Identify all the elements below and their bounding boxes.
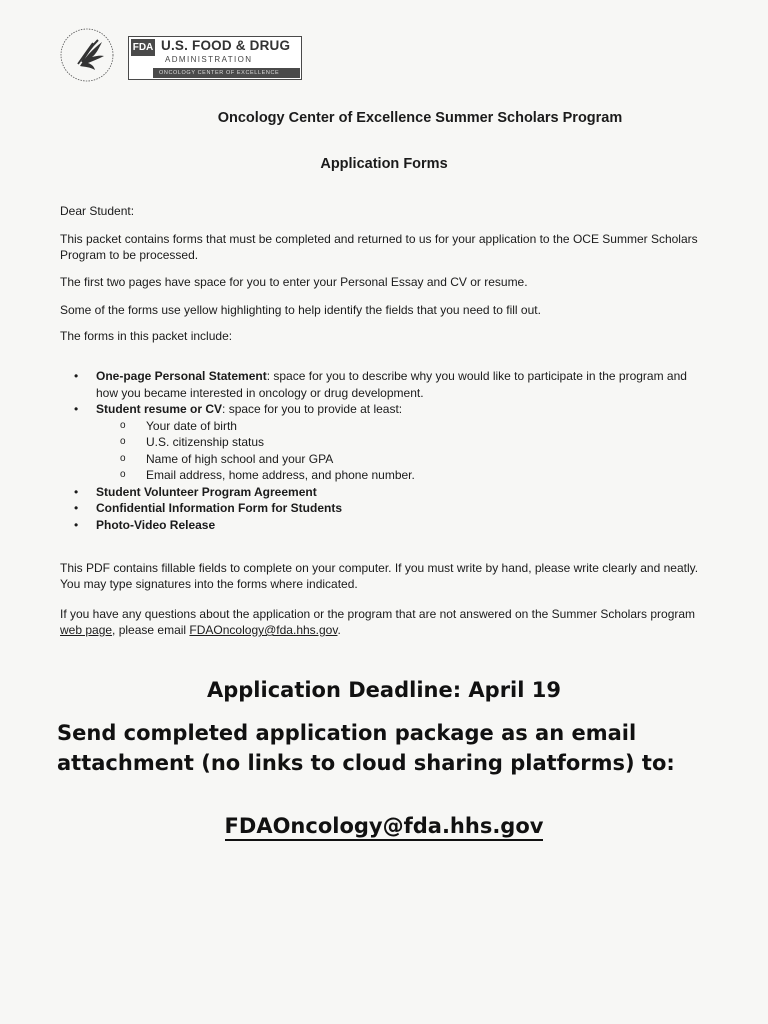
first-two-pages-paragraph: The first two pages have space for you to enter your Personal Essay and CV or resume.	[60, 275, 528, 289]
bullet-icon: •	[74, 369, 79, 383]
highlighting-paragraph: Some of the forms use yellow highlighting to help identify the fields that you need to fill out.	[60, 303, 541, 317]
list-item	[60, 484, 700, 501]
bullet-icon: •	[74, 484, 79, 499]
bullet-icon: •	[74, 402, 79, 416]
bullet-icon: •	[74, 517, 79, 532]
questions-text: .	[337, 623, 341, 637]
list-item	[60, 401, 700, 484]
document-title: Oncology Center of Excellence Summer Scholars Program	[217, 110, 623, 126]
questions-paragraph	[60, 606, 700, 638]
submission-email-link[interactable]: FDAOncology@fda.hhs.gov	[225, 814, 544, 841]
list-item-title: Student resume or CV	[96, 402, 223, 416]
sublist-item	[96, 434, 700, 451]
list-item	[60, 517, 700, 534]
sublist-item-text: Email address, home address, and phone number.	[146, 468, 415, 482]
sublist-item-text: Your date of birth	[146, 418, 237, 433]
fda-logo-name: U.S. FOOD & DRUG	[161, 38, 291, 53]
sublist-item	[96, 451, 700, 468]
hhs-eagle-seal-icon	[58, 26, 116, 84]
questions-text: , please email	[112, 623, 190, 637]
list-item-text: : space for you to describe why you would like to participate in the program and how you became interested in oncology or drug development.	[96, 369, 687, 400]
circle-bullet-icon: o	[120, 452, 126, 464]
send-instructions: Send completed application package as an email attachment (no links to cloud sharing platforms) to:	[57, 721, 675, 775]
circle-bullet-icon: o	[120, 436, 126, 447]
list-item-title: Photo-Video Release	[96, 517, 216, 532]
list-item-text: : space for you to provide at least:	[222, 402, 403, 416]
fda-logo-center: ONCOLOGY CENTER OF EXCELLENCE	[153, 68, 300, 78]
circle-bullet-icon: o	[120, 419, 126, 431]
fillable-fields-paragraph: This PDF contains fillable fields to complete on your computer. If you must write by hand, please write clearly and neatly. You may type signatures into the forms where indicated.	[60, 561, 699, 591]
web-page-link[interactable]: web page	[60, 623, 113, 637]
fda-logo	[128, 36, 302, 80]
questions-text: If you have any questions about the application or the program that are not answered on the Summer Scholars program	[60, 607, 696, 621]
application-deadline: Application Deadline: April 19	[206, 678, 561, 702]
list-item-title: Confidential Information Form for Students	[96, 501, 342, 515]
fda-logo-administration: ADMINISTRATION	[165, 55, 253, 64]
packet-includes-paragraph: The forms in this packet include:	[60, 329, 233, 343]
circle-bullet-icon: o	[120, 469, 126, 480]
list-item	[60, 368, 700, 401]
bullet-icon: •	[74, 501, 79, 515]
resume-sublist	[96, 418, 700, 484]
sublist-item-text: Name of high school and your GPA	[146, 451, 334, 466]
submission-email	[0, 814, 768, 838]
document-subtitle: Application Forms	[320, 156, 448, 172]
forms-list	[60, 368, 700, 533]
email-link[interactable]: FDAOncology@fda.hhs.gov	[189, 623, 338, 637]
sublist-item	[96, 418, 700, 435]
sublist-item	[96, 467, 700, 484]
sublist-item-text: U.S. citizenship status	[146, 435, 265, 449]
list-item-title: One-page Personal Statement	[96, 369, 267, 383]
intro-paragraph: This packet contains forms that must be completed and returned to us for your application to the OCE Summer Scholars Program to be processed.	[60, 232, 698, 262]
list-item	[60, 500, 700, 517]
list-item-title: Student Volunteer Program Agreement	[96, 484, 317, 499]
fda-logo-mark: FDA	[131, 39, 155, 56]
greeting: Dear Student:	[60, 204, 135, 218]
